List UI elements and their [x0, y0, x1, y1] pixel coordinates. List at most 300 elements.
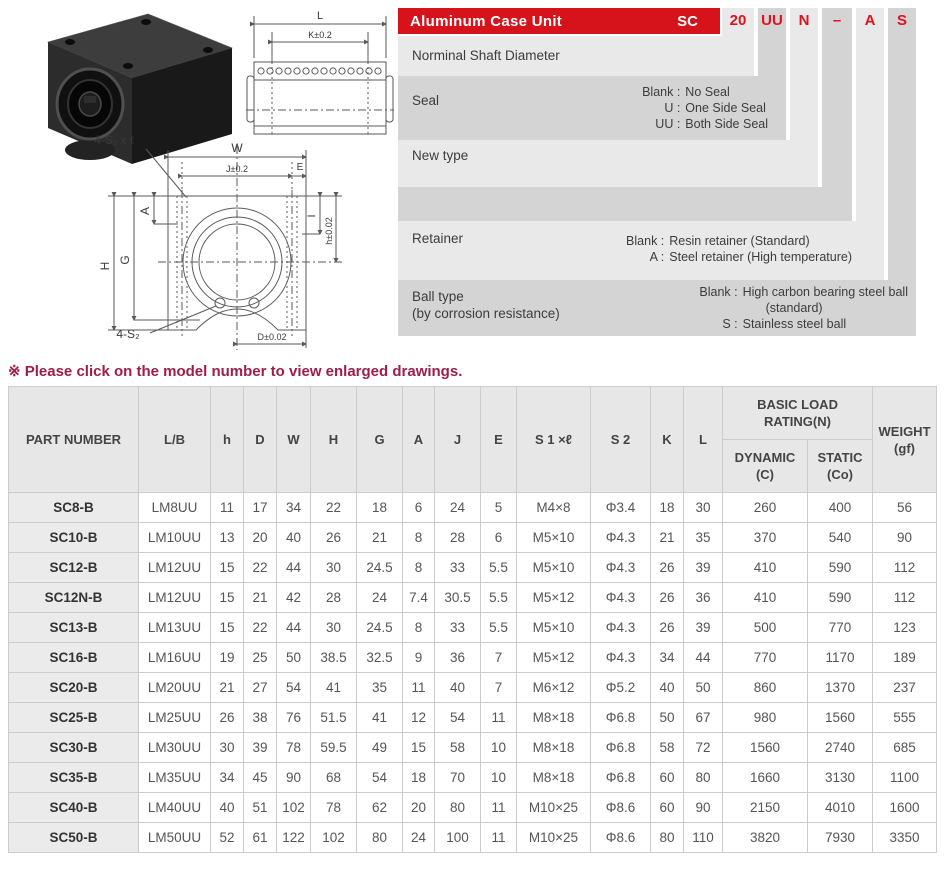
value-cell: 40	[211, 793, 244, 823]
value-cell: Φ4.3	[591, 553, 651, 583]
value-cell: LM12UU	[139, 583, 211, 613]
table-row	[9, 763, 937, 793]
band-retainer	[398, 221, 884, 280]
col-header-part-number: PART NUMBER	[9, 387, 139, 493]
value-cell: 590	[808, 553, 873, 583]
col-header-g: G	[357, 387, 403, 493]
value-cell: 3350	[873, 823, 937, 853]
option-key: S :	[722, 317, 738, 331]
value-cell: 60	[651, 793, 684, 823]
value-cell: 7	[481, 673, 517, 703]
option-value: No Seal	[685, 85, 730, 99]
value-cell: 39	[684, 553, 723, 583]
col-header-l: L	[684, 387, 723, 493]
value-cell: Φ5.2	[591, 673, 651, 703]
dim-label-h: h±0.02	[324, 217, 334, 245]
value-cell: 26	[651, 553, 684, 583]
value-cell: 35	[684, 523, 723, 553]
value-cell: 2740	[808, 733, 873, 763]
value-cell: 12	[403, 703, 435, 733]
weight-line1: WEIGHT	[878, 423, 931, 439]
weight-line2: (gf)	[894, 440, 915, 456]
value-cell: LM35UU	[139, 763, 211, 793]
value-cell: 410	[723, 553, 808, 583]
value-cell: 15	[403, 733, 435, 763]
value-cell: 8	[403, 553, 435, 583]
value-cell: Φ8.6	[591, 823, 651, 853]
value-cell: 410	[723, 583, 808, 613]
code-segment: 20	[729, 12, 747, 29]
value-cell: 18	[357, 493, 403, 523]
value-cell: 7930	[808, 823, 873, 853]
value-cell: 26	[651, 583, 684, 613]
value-cell: LM8UU	[139, 493, 211, 523]
side-view-drawing	[246, 10, 394, 134]
col-header-dynamic	[723, 440, 808, 493]
value-cell: 237	[873, 673, 937, 703]
value-cell: 15	[211, 583, 244, 613]
value-cell: 189	[873, 643, 937, 673]
option-key: Blank :	[626, 234, 665, 248]
col-header-w: W	[277, 387, 311, 493]
part-number-link[interactable]: SC13-B	[9, 613, 139, 643]
dim-label-D: D±0.02	[257, 332, 287, 342]
value-cell: 6	[403, 493, 435, 523]
value-cell: 21	[357, 523, 403, 553]
product-photo	[48, 14, 232, 164]
value-cell: 7	[481, 643, 517, 673]
value-cell: 9	[403, 643, 435, 673]
dim-label-H: H	[98, 261, 112, 271]
value-cell: Φ8.6	[591, 793, 651, 823]
col-header-s1: S 1 ×ℓ	[517, 387, 591, 493]
note-click-model-number: ※ Please click on the model number to view enlarged drawings.	[8, 363, 463, 380]
option-value: Stainless steel ball	[742, 317, 847, 331]
value-cell: LM25UU	[139, 703, 211, 733]
value-cell: 28	[435, 523, 481, 553]
dim-label-A: A	[138, 206, 152, 216]
value-cell: 39	[244, 733, 277, 763]
value-cell: Φ4.3	[591, 643, 651, 673]
value-cell: 7.4	[403, 583, 435, 613]
value-cell: M4×8	[517, 493, 591, 523]
value-cell: Φ4.3	[591, 523, 651, 553]
dim-label-K: K±0.2	[308, 30, 332, 40]
value-cell: 49	[357, 733, 403, 763]
value-cell: M8×18	[517, 763, 591, 793]
value-cell: 78	[311, 793, 357, 823]
value-cell: 26	[311, 523, 357, 553]
value-cell: 5.5	[481, 553, 517, 583]
value-cell: 59.5	[311, 733, 357, 763]
col-header-a: A	[403, 387, 435, 493]
value-cell: 40	[435, 673, 481, 703]
value-cell: 1660	[723, 763, 808, 793]
value-cell: 38	[244, 703, 277, 733]
value-cell: 44	[684, 643, 723, 673]
option-row	[634, 116, 768, 132]
dim-label-G: G	[118, 255, 132, 265]
part-number-link[interactable]: SC50-B	[9, 823, 139, 853]
value-cell: 80	[651, 823, 684, 853]
value-cell: 30.5	[435, 583, 481, 613]
value-cell: 90	[684, 793, 723, 823]
option-row	[634, 84, 768, 100]
value-cell: LM40UU	[139, 793, 211, 823]
value-cell: 80	[435, 793, 481, 823]
value-cell: 10	[481, 733, 517, 763]
value-cell: Φ3.4	[591, 493, 651, 523]
code-segment: S	[896, 12, 907, 29]
value-cell: 860	[723, 673, 808, 703]
value-cell: 20	[403, 793, 435, 823]
value-cell: 980	[723, 703, 808, 733]
col-header-static	[808, 440, 873, 493]
option-key: UU :	[655, 117, 681, 131]
value-cell: 27	[244, 673, 277, 703]
value-cell: 555	[873, 703, 937, 733]
value-cell: LM30UU	[139, 733, 211, 763]
value-cell: 770	[808, 613, 873, 643]
table-row	[9, 793, 937, 823]
value-cell: M5×12	[517, 583, 591, 613]
value-cell: 22	[244, 553, 277, 583]
table-row	[9, 553, 937, 583]
value-cell: LM12UU	[139, 553, 211, 583]
band-label-line1: Ball type	[412, 289, 464, 304]
option-key: Blank :	[642, 85, 681, 99]
col-header-weight	[873, 387, 937, 493]
value-cell: 3820	[723, 823, 808, 853]
table-row	[9, 673, 937, 703]
value-cell: 90	[277, 763, 311, 793]
option-value: High carbon bearing steel ball	[742, 285, 908, 299]
dynamic-line2: (C)	[755, 467, 775, 482]
value-cell: 32.5	[357, 643, 403, 673]
value-cell: 1560	[808, 703, 873, 733]
option-key: U :	[664, 101, 681, 115]
table-row	[9, 523, 937, 553]
value-cell: LM50UU	[139, 823, 211, 853]
col-header-e: E	[481, 387, 517, 493]
value-cell: 34	[277, 493, 311, 523]
value-cell: Φ4.3	[591, 583, 651, 613]
value-cell: M6×12	[517, 673, 591, 703]
value-cell: 80	[684, 763, 723, 793]
value-cell: 590	[808, 583, 873, 613]
value-cell: 44	[277, 613, 311, 643]
option-row	[634, 100, 768, 116]
value-cell: 24	[403, 823, 435, 853]
value-cell: 8	[403, 523, 435, 553]
value-cell: 17	[244, 493, 277, 523]
part-number-link[interactable]: SC16-B	[9, 643, 139, 673]
col-header-hh: H	[311, 387, 357, 493]
value-cell: 400	[808, 493, 873, 523]
dim-label-s2: 4-S₂	[116, 327, 140, 341]
band-label	[398, 280, 560, 322]
value-cell: 40	[277, 523, 311, 553]
value-cell: 102	[311, 823, 357, 853]
value-cell: 30	[684, 493, 723, 523]
part-number-link[interactable]: SC20-B	[9, 673, 139, 703]
table-row	[9, 643, 937, 673]
band-dash	[398, 187, 852, 221]
value-cell: 112	[873, 583, 937, 613]
value-cell: M8×18	[517, 733, 591, 763]
value-cell: 22	[311, 493, 357, 523]
option-key: Blank :	[699, 285, 738, 299]
value-cell: 28	[311, 583, 357, 613]
part-number-link[interactable]: SC12N-B	[9, 583, 139, 613]
value-cell: 30	[311, 553, 357, 583]
option-row	[618, 249, 852, 265]
value-cell: 42	[277, 583, 311, 613]
option-value: One Side Seal	[685, 101, 766, 115]
option-value: Steel retainer (High temperature)	[669, 250, 852, 264]
table-row	[9, 703, 937, 733]
value-cell: 1370	[808, 673, 873, 703]
value-cell: 34	[651, 643, 684, 673]
value-cell: 4010	[808, 793, 873, 823]
value-cell: 5.5	[481, 613, 517, 643]
value-cell: 45	[244, 763, 277, 793]
value-cell: 24	[357, 583, 403, 613]
part-number-link[interactable]: SC40-B	[9, 793, 139, 823]
value-cell: 540	[808, 523, 873, 553]
value-cell: 33	[435, 553, 481, 583]
value-cell: 51	[244, 793, 277, 823]
value-cell: Φ6.8	[591, 733, 651, 763]
value-cell: 8	[403, 613, 435, 643]
band-label: Seal	[412, 93, 440, 108]
value-cell: 61	[244, 823, 277, 853]
value-cell: 500	[723, 613, 808, 643]
value-cell: 2150	[723, 793, 808, 823]
part-number-link[interactable]: SC30-B	[9, 733, 139, 763]
value-cell: M10×25	[517, 793, 591, 823]
value-cell: 11	[403, 673, 435, 703]
value-cell: LM13UU	[139, 613, 211, 643]
option-key	[692, 300, 738, 316]
value-cell: 76	[277, 703, 311, 733]
value-cell: 1600	[873, 793, 937, 823]
code-header-bar	[398, 8, 720, 34]
value-cell: 36	[435, 643, 481, 673]
option-value: Both Side Seal	[685, 117, 768, 131]
basic-load-line2: RATING(N)	[764, 414, 831, 429]
value-cell: 15	[211, 613, 244, 643]
col-header-s2: S 2	[591, 387, 651, 493]
value-cell: 24	[435, 493, 481, 523]
option-row	[618, 233, 852, 249]
value-cell: 72	[684, 733, 723, 763]
value-cell: 54	[277, 673, 311, 703]
part-number-link[interactable]: SC35-B	[9, 763, 139, 793]
value-cell: 260	[723, 493, 808, 523]
value-cell: Φ4.3	[591, 613, 651, 643]
value-cell: 50	[684, 673, 723, 703]
option-value: Resin retainer (Standard)	[669, 234, 810, 248]
value-cell: 370	[723, 523, 808, 553]
value-cell: 21	[244, 583, 277, 613]
value-cell: LM16UU	[139, 643, 211, 673]
value-cell: 19	[211, 643, 244, 673]
band-options	[618, 221, 852, 265]
value-cell: 68	[311, 763, 357, 793]
dim-label-L: L	[316, 10, 324, 22]
value-cell: 41	[311, 673, 357, 703]
table-row	[9, 493, 937, 523]
band-label-line2: (by corrosion resistance)	[412, 306, 560, 321]
col-header-h: h	[211, 387, 244, 493]
value-cell: 3130	[808, 763, 873, 793]
value-cell: 11	[481, 793, 517, 823]
value-cell: 33	[435, 613, 481, 643]
part-number-link[interactable]: SC25-B	[9, 703, 139, 733]
spec-table	[8, 386, 937, 853]
option-value: (standard)	[765, 301, 823, 315]
value-cell: M5×12	[517, 643, 591, 673]
value-cell: 22	[244, 613, 277, 643]
value-cell: 54	[435, 703, 481, 733]
value-cell: 100	[435, 823, 481, 853]
code-segment: UU	[761, 12, 783, 29]
part-code-diagram	[398, 0, 944, 352]
band-options	[692, 280, 908, 332]
value-cell: 11	[481, 703, 517, 733]
front-view-drawing	[94, 133, 344, 350]
band-new-type	[398, 140, 818, 187]
band-seal	[398, 76, 786, 140]
value-cell: M10×25	[517, 823, 591, 853]
technical-drawings	[0, 0, 398, 352]
value-cell: 51.5	[311, 703, 357, 733]
table-row	[9, 583, 937, 613]
value-cell: 18	[403, 763, 435, 793]
value-cell: M5×10	[517, 613, 591, 643]
value-cell: 11	[481, 823, 517, 853]
value-cell: 56	[873, 493, 937, 523]
value-cell: 1100	[873, 763, 937, 793]
dim-label-s1: 4-S₁ x ℓ	[94, 133, 134, 147]
option-key: A :	[649, 250, 665, 264]
value-cell: 18	[651, 493, 684, 523]
value-cell: 41	[357, 703, 403, 733]
value-cell: 30	[211, 733, 244, 763]
value-cell: 10	[481, 763, 517, 793]
value-cell: 78	[277, 733, 311, 763]
value-cell: 50	[277, 643, 311, 673]
value-cell: 25	[244, 643, 277, 673]
value-cell: 30	[311, 613, 357, 643]
top-section	[0, 0, 944, 352]
value-cell: 685	[873, 733, 937, 763]
table-row	[9, 823, 937, 853]
part-number-link[interactable]: SC12-B	[9, 553, 139, 583]
value-cell: 6	[481, 523, 517, 553]
col-header-j: J	[435, 387, 481, 493]
value-cell: 35	[357, 673, 403, 703]
value-cell: 52	[211, 823, 244, 853]
value-cell: LM20UU	[139, 673, 211, 703]
value-cell: 24.5	[357, 553, 403, 583]
value-cell: 26	[211, 703, 244, 733]
code-title: Aluminum Case Unit	[410, 12, 563, 30]
value-cell: 40	[651, 673, 684, 703]
code-strip	[822, 8, 852, 187]
value-cell: 20	[244, 523, 277, 553]
value-cell: LM10UU	[139, 523, 211, 553]
value-cell: 34	[211, 763, 244, 793]
value-cell: 102	[277, 793, 311, 823]
dim-label-J: J±0.2	[226, 164, 248, 174]
band-options	[634, 76, 768, 132]
table-body	[9, 493, 937, 853]
value-cell: 770	[723, 643, 808, 673]
value-cell: Φ6.8	[591, 703, 651, 733]
value-cell: 122	[277, 823, 311, 853]
value-cell: M5×10	[517, 553, 591, 583]
part-number-link[interactable]: SC8-B	[9, 493, 139, 523]
value-cell: Φ6.8	[591, 763, 651, 793]
code-strip	[856, 8, 884, 221]
basic-load-line1: BASIC LOAD	[757, 397, 838, 412]
value-cell: 1560	[723, 733, 808, 763]
value-cell: M8×18	[517, 703, 591, 733]
band-shaft-diameter	[398, 36, 754, 76]
value-cell: 1170	[808, 643, 873, 673]
value-cell: 67	[684, 703, 723, 733]
value-cell: M5×10	[517, 523, 591, 553]
option-row	[692, 300, 908, 316]
code-segment: N	[798, 12, 810, 29]
part-number-link[interactable]: SC10-B	[9, 523, 139, 553]
col-header-basic-load	[723, 387, 873, 440]
value-cell: 80	[357, 823, 403, 853]
value-cell: 21	[651, 523, 684, 553]
code-segment: –	[832, 12, 842, 29]
dim-label-E: E	[296, 162, 304, 173]
band-label: New type	[412, 148, 469, 163]
value-cell: 58	[651, 733, 684, 763]
value-cell: 112	[873, 553, 937, 583]
code-segment: A	[864, 12, 876, 29]
value-cell: 70	[435, 763, 481, 793]
value-cell: 11	[211, 493, 244, 523]
value-cell: 60	[651, 763, 684, 793]
value-cell: 90	[873, 523, 937, 553]
value-cell: 62	[357, 793, 403, 823]
static-line1: STATIC	[817, 450, 863, 465]
value-cell: 50	[651, 703, 684, 733]
value-cell: 54	[357, 763, 403, 793]
table-row	[9, 613, 937, 643]
col-header-k: K	[651, 387, 684, 493]
value-cell: 13	[211, 523, 244, 553]
table-row	[9, 733, 937, 763]
value-cell: 5	[481, 493, 517, 523]
value-cell: 15	[211, 553, 244, 583]
option-row	[692, 316, 908, 332]
code-prefix: SC	[677, 12, 698, 30]
value-cell: 39	[684, 613, 723, 643]
band-label: Norminal Shaft Diameter	[412, 48, 560, 63]
col-header-d: D	[244, 387, 277, 493]
drawings-svg	[0, 0, 398, 352]
value-cell: 58	[435, 733, 481, 763]
value-cell: 110	[684, 823, 723, 853]
